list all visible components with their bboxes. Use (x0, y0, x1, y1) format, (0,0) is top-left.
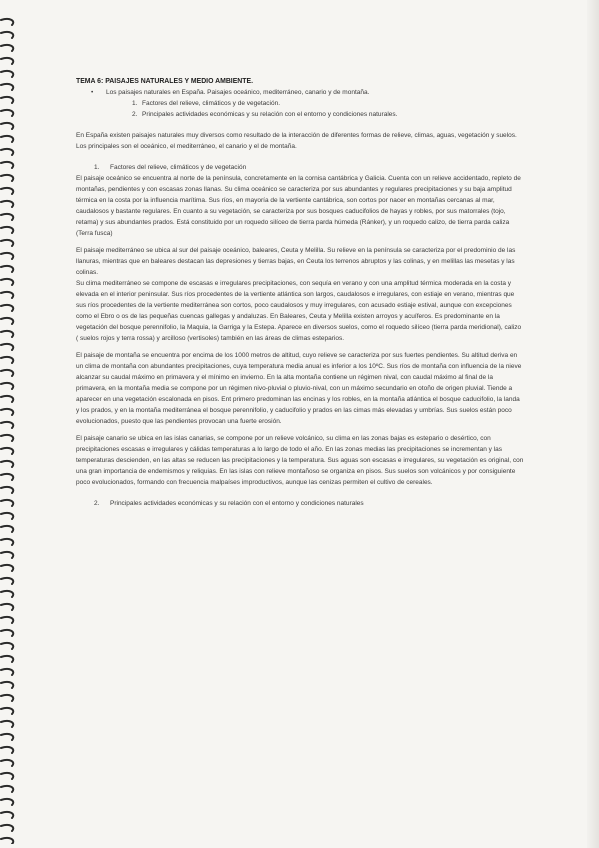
outline-item-1 (76, 98, 524, 109)
spiral-coil (1, 279, 13, 285)
spiral-coil (1, 604, 13, 610)
spiral-coil (1, 799, 13, 805)
spiral-coil (1, 97, 13, 103)
spiral-coil (1, 565, 13, 571)
spiral-coil (1, 669, 13, 675)
page-edge (587, 0, 599, 848)
spiral-coil (1, 123, 13, 129)
spiral-coil (1, 253, 13, 259)
spiral-coil (1, 838, 13, 844)
paragraph-montana: El paisaje de montaña se encuentra por encima de los 1000 metros de altitud, cuyo relieve se caracteriza por sus fuertes pendientes. Su altitud deriva en un clima de montaña con abundantes precipitaciones, cuya temperatura media anual es inferior a los 10ºC. Sus ríos de montaña con influencia de la nieve alcanzar su caudal máximo en primavera y el mínimo en invierno. En la alta montaña contiene un régimen nival, con caudal máximo al final de la primavera, en la montaña media se compone por un régimen nivo-pluvial o pluvio-nival, con un máximo secundario en otoño de origen pluvial. Tiende a aparecer en una vegetación escalonada en pisos. Ent primero predominan las encinas y los robles, en la montaña atlántica el bosque caducifolio, la landa y los prados, y en la montaña mediterránea el bosque perennifolio, y caducifolio y prados en las cimas más elevadas y umbrías. Sus suelos están poco evolucionados, puesto que las pendientes provocan una fuerte erosión. (76, 352, 522, 425)
spiral-coil (1, 721, 13, 727)
spiral-coil (1, 175, 13, 181)
outline-item-2 (76, 109, 524, 120)
spiral-coil (1, 552, 13, 558)
spiral-coil (1, 435, 13, 441)
spiral-coil (1, 747, 13, 753)
spiral-coil (1, 266, 13, 272)
spiral-coil (1, 474, 13, 480)
spiral-coil (1, 71, 13, 77)
spiral-coil (1, 318, 13, 324)
paragraph-mediterraneo-relieve: El paisaje mediterráneo se ubica al sur del paisaje oceánico, baleares, Ceuta y Melilla. Su relieve en la península se caracteriza por el predominio de las llanuras, mientras que en baleares destacan las depresiones y tierras bajas, en Ceuta los terrenos abruptos y las colinas, y en melillas las mesetas y las colinas. (76, 247, 516, 276)
document-title: TEMA 6: PAISAJES NATURALES Y MEDIO AMBIENTE. (76, 78, 254, 85)
section-2-heading (76, 498, 524, 509)
spiral-coil (1, 656, 13, 662)
paragraph-mediterraneo-clima: Su clima mediterráneo se compone de escasas e irregulares precipitaciones, con sequía en verano y con una amplitud térmica moderada en la costa y elevada en el interior peninsular. Sus ríos procedentes de la vertiente atlántica son largos, caudalosos e irregulares, con estiaje en verano, mientras que sus ríos procedentes de la vertiente mediterránea son cortos, poco caudalosos y muy irregulares, con acusado estiaje estival, aunque con excepciones como el Ebro o os de las pequeñas cuencas gallegas y andaluzas. En Baleares, Ceuta y Melilla existen arroyos y acuíferos. Es predominante en la vegetación del bosque perennifolio, la Maquia, la Garriga y la Estepa. Aparece en diversos suelos, como el roquedo silíceo (tierra parda meridional), calizo ( suelos rojos y terra rossa) y arcilloso (vertisoles) también en las áreas de climas esteparios. (76, 280, 522, 342)
spiral-coil (1, 344, 13, 350)
spiral-coil (1, 578, 13, 584)
section-title: Factores del relieve, climáticos y de vegetación (110, 164, 247, 171)
spiral-coil (1, 682, 13, 688)
spiral-coil (1, 422, 13, 428)
spiral-coil (1, 84, 13, 90)
spiral-coil (1, 292, 13, 298)
outline-text: Factores del relieve, climáticos y de vegetación. (142, 100, 281, 107)
spiral-coil (1, 734, 13, 740)
spiral-coil (1, 812, 13, 818)
spiral-coil (1, 149, 13, 155)
spiral-coil (1, 227, 13, 233)
spiral-coil (1, 409, 13, 415)
spiral-coil (1, 201, 13, 207)
spiral-coil (1, 760, 13, 766)
outline-text: Principales actividades económicas y su relación con el entorno y condiciones naturales. (142, 111, 398, 118)
spiral-coil (1, 708, 13, 714)
spiral-coil (1, 32, 13, 38)
spiral-coil (1, 162, 13, 168)
section-number: 1. (94, 164, 100, 171)
spiral-coil (1, 461, 13, 467)
paragraph-canario: El paisaje canario se ubica en las islas canarias, se compone por un relieve volcánico, su clima en las zonas bajas es estepario o desértico, con precipitaciones escasas e irregulares y cálidas temperaturas a lo largo de todo el año. En las zonas medias las precipitaciones se incrementan y las temperaturas descienden, en las altas se reducen las precipitaciones y la temperatura. Sus aguas son escasas e irregulares, su vegetación es original, con una gran importancia de endemismos y reliquias. En las islas con relieve montañoso se organiza en pisos. Sus suelos son volcánicos y por consiguiente poco evolucionados, formando con frecuencia malpaíses improductivos, aunque las cenizas permiten el cultivo de cereales. (76, 435, 524, 486)
spiral-coil (1, 591, 13, 597)
spiral-coil (1, 448, 13, 454)
paragraph-oceanico: El paisaje oceánico se encuentra al norte de la península, concretamente en la cornisa cantábrica y Galicia. Cuenta con un relieve accidentado, repleto de montañas, pendientes y con escasas zonas llanas. Su clima oceánico se caracteriza por sus abundantes y regulares precipitaciones y su baja amplitud térmica en la costa por la influencia marítima. Sus ríos, en mayoría de la vertiente cantábrica, son cortos por nacer en montañas cercanas al mar, caudalosos y bastante regulares. En cuanto a su vegetación, se caracteriza por sus bosques caducifolios de hayas y robles, por sus matorrales (tojo, retama) y sus abundantes prados. Está constituido por un roquedo silíceo de tierra parda húmeda (Ránker), y un roquedo calizo, de tierra parda caliza (Terra fusca) (76, 175, 521, 237)
spiral-coil (1, 825, 13, 831)
spiral-coil (1, 487, 13, 493)
document-body (76, 76, 524, 509)
section-title: Principales actividades económicas y su relación con el entorno y condiciones naturales (110, 500, 364, 507)
spiral-coil (1, 383, 13, 389)
spiral-coil (1, 773, 13, 779)
spiral-coil (1, 786, 13, 792)
spiral-coil (1, 188, 13, 194)
section-number: 2. (94, 500, 100, 507)
spiral-coil (1, 214, 13, 220)
intro-paragraph: En España existen paisajes naturales muy diversos como resultado de la interacción de diferentes formas de relieve, climas, aguas, vegetación y suelos. Los principales son el oceánico, el mediterráneo, el canario y el de montaña. (76, 132, 517, 150)
topic-bullet: • Los paisajes naturales en España. Paisajes oceánico, mediterráneo, canario y de montaña. (76, 87, 524, 98)
outline-number: 2. (132, 111, 138, 118)
spiral-coil (1, 526, 13, 532)
spiral-coil (1, 45, 13, 51)
spiral-coil (1, 630, 13, 636)
spiral-coil (1, 357, 13, 363)
spiral-coil (1, 617, 13, 623)
spiral-coil (1, 370, 13, 376)
spiral-binding (0, 14, 18, 844)
spiral-coil (1, 500, 13, 506)
section-1-heading (76, 162, 524, 173)
spiral-coil (1, 396, 13, 402)
spiral-coil (1, 539, 13, 545)
outline-number: 1. (132, 100, 138, 107)
spiral-coil (1, 240, 13, 246)
spiral-coil (1, 19, 13, 25)
spiral-coil (1, 305, 13, 311)
spiral-coil (1, 110, 13, 116)
spiral-coil (1, 58, 13, 64)
spiral-coil (1, 136, 13, 142)
spiral-coil (1, 513, 13, 519)
spiral-coil (1, 331, 13, 337)
spiral-coil (1, 643, 13, 649)
spiral-coil (1, 695, 13, 701)
